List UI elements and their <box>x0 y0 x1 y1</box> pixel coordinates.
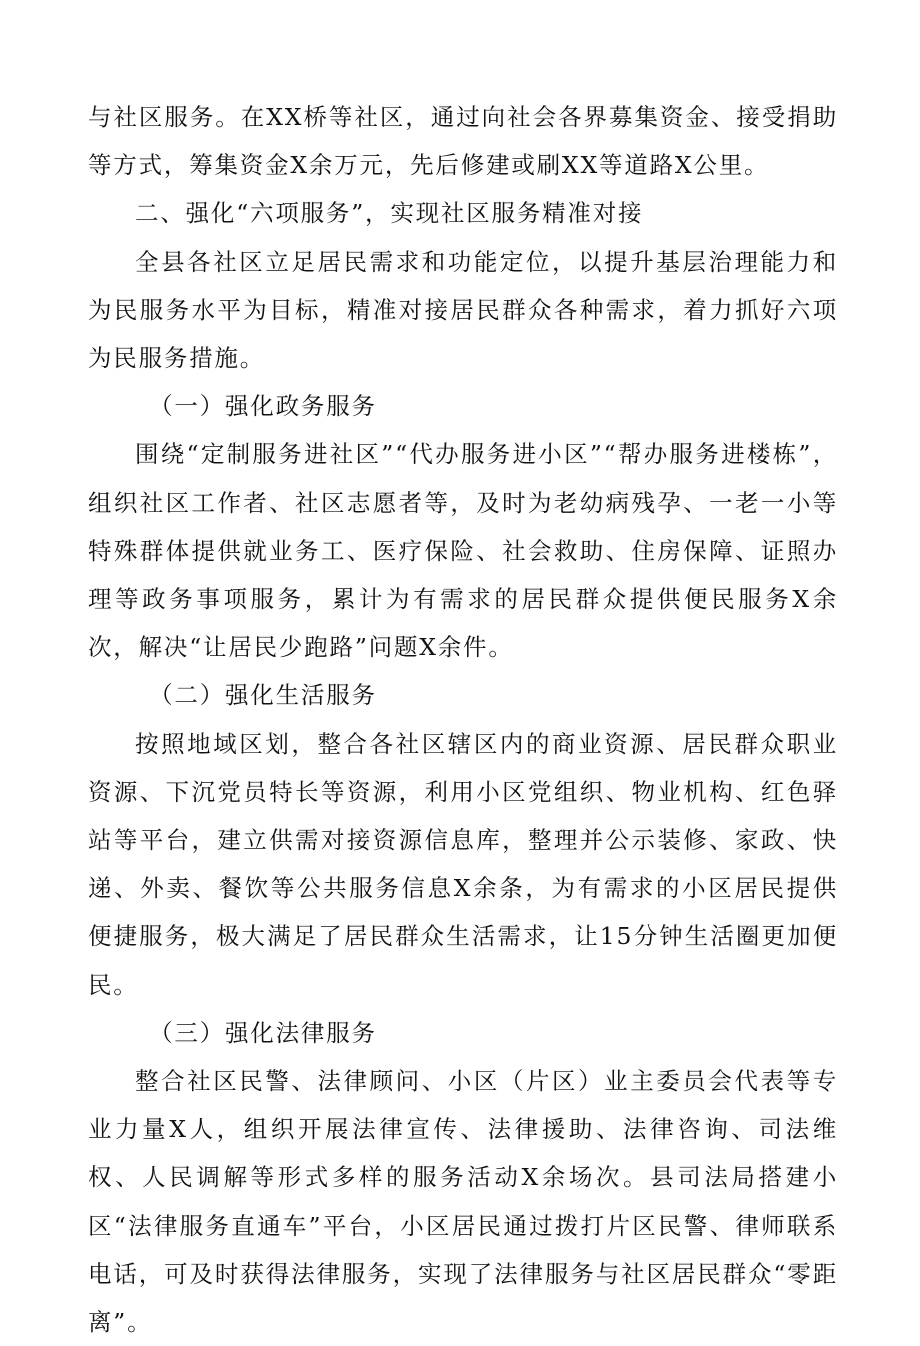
paragraph: 按照地域区划，整合各社区辖区内的商业资源、居民群众职业资源、下沉党员特长等资源，利用小区党组织、物业机构、红色驿站等平台，建立供需对接资源信息库，整理并公示装修、家政、快递、外卖、餐饮等公共服务信息X余条，为有需求的小区居民提供便捷服务，极大满足了居民群众生活需求，让15分钟生活圈更加便民。 <box>88 729 838 999</box>
subsection-heading: （三）强化法律服务 <box>149 1018 377 1047</box>
subsection-heading: （一）强化政务服务 <box>149 392 377 421</box>
paragraph: 整合社区民警、法律顾问、小区（片区）业主委员会代表等专业力量X人，组织开展法律宣传、法律援助、法律咨询、司法维权、人民调解等形式多样的服务活动X余场次。县司法局搭建小区“法律服务直通车”平台，小区居民通过拨打片区民警、律师联系电话，可及时获得法律服务，实现了法律服务与社区居民群众“零距离”。 <box>88 1067 838 1337</box>
document-body <box>88 93 838 1346</box>
paragraph: 全县各社区立足居民需求和功能定位，以提升基层治理能力和为民服务水平为目标，精准对接居民群众各种需求，着力抓好六项为民服务措施。 <box>88 247 838 373</box>
section-heading: 二、强化“六项服务”，实现社区服务精准对接 <box>135 199 644 228</box>
paragraph: 围绕“定制服务进社区”“代办服务进小区”“帮办服务进楼栋”，组织社区工作者、社区志愿者等，及时为老幼病残孕、一老一小等特殊群体提供就业务工、医疗保险、社会救助、住房保障、证照办理等政务事项服务，累计为有需求的居民群众提供便民服务X余次，解决“让居民少跑路”问题X余件。 <box>88 440 838 662</box>
subsection-heading: （二）强化生活服务 <box>149 681 377 710</box>
paragraph-continued: 与社区服务。在XX桥等社区，通过向社会各界募集资金、接受捐助等方式，筹集资金X余万元，先后修建或刷XX等道路X公里。 <box>88 103 838 180</box>
